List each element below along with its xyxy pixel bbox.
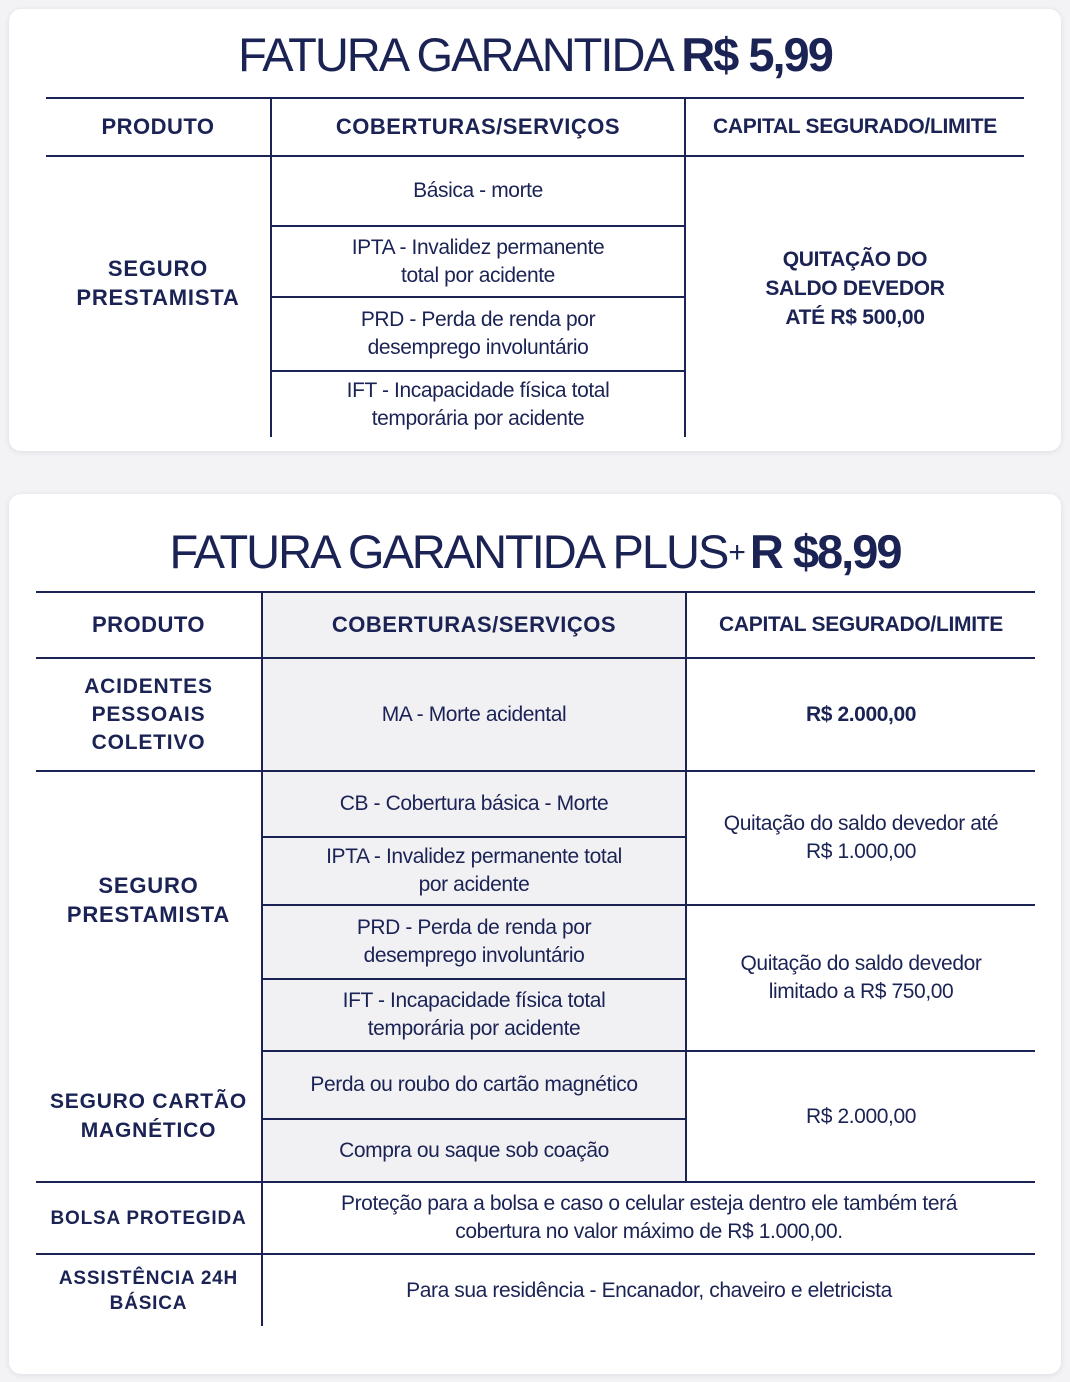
product-seguro-prestamista: SEGURO PRESTAMISTA bbox=[66, 873, 231, 927]
product-acidentes-pessoais: ACIDENTES PESSOAIS COLETIVO bbox=[84, 674, 213, 754]
plan-card-fatura-garantida-plus bbox=[9, 494, 1061, 1374]
product-bolsa-protegida: BOLSA PROTEGIDA bbox=[50, 1207, 247, 1229]
coverage-ipta: IPTA - Invalidez permanente total por acidente bbox=[326, 845, 622, 896]
plan-title-name: FATURA GARANTIDA PLUS bbox=[169, 525, 728, 578]
coverage-prd: PRD - Perda de renda por desemprego involuntário bbox=[360, 308, 596, 359]
coverage-cb: CB - Cobertura básica - Morte bbox=[339, 792, 609, 815]
coverage-basica: Básica - morte bbox=[413, 179, 543, 202]
header-capital: CAPITAL SEGURADO/LIMITE bbox=[713, 115, 997, 138]
header-produto: PRODUTO bbox=[101, 114, 215, 139]
coverage-ift: IFT - Incapacidade física total temporária por acidente bbox=[346, 378, 610, 430]
assistencia-description: Para sua residência - Encanador, chaveiro e eletricista bbox=[406, 1279, 892, 1302]
product-seguro-cartao: SEGURO CARTÃO MAGNÉTICO bbox=[49, 1090, 248, 1142]
header-coberturas: COBERTURAS/SERVIÇOS bbox=[331, 612, 617, 637]
product-assistencia-24h: ASSISTÊNCIA 24H BÁSICA bbox=[58, 1268, 239, 1314]
plan-title bbox=[9, 524, 1061, 579]
coverage-ift: IFT - Incapacidade física total temporária por acidente bbox=[342, 989, 606, 1040]
coverage-prd: PRD - Perda de renda por desemprego involuntário bbox=[356, 916, 592, 967]
coverage-ma: MA - Morte acidental bbox=[381, 702, 567, 726]
coverage-ipta: IPTA - Invalidez permanente total por acidente bbox=[351, 235, 605, 287]
header-produto: PRODUTO bbox=[91, 612, 206, 637]
limit-quitacao-1000: Quitação do saldo devedor até R$ 1.000,00 bbox=[723, 812, 999, 863]
plan-card-fatura-garantida bbox=[9, 9, 1061, 451]
plan-title-price: R $8,99 bbox=[749, 525, 901, 578]
header-capital: CAPITAL SEGURADO/LIMITE bbox=[719, 613, 1003, 636]
coverage-coacao: Compra ou saque sob coação bbox=[339, 1138, 609, 1162]
limit-quitacao-750: Quitação do saldo devedor limitado a R$ 750,00 bbox=[740, 952, 982, 1003]
coverage-perda-roubo: Perda ou roubo do cartão magnético bbox=[310, 1073, 638, 1096]
plan-title-price: R$ 5,99 bbox=[681, 28, 832, 81]
plan-title-name: FATURA GARANTIDA bbox=[238, 28, 671, 81]
product-seguro-prestamista: SEGURO PRESTAMISTA bbox=[76, 256, 240, 310]
limit-quitacao: QUITAÇÃO DO SALDO DEVEDOR ATÉ R$ 500,00 bbox=[765, 247, 945, 329]
limit-cartao: R$ 2.000,00 bbox=[805, 1104, 917, 1128]
limit-ap: R$ 2.000,00 bbox=[805, 702, 917, 726]
plan-title-plus: + bbox=[728, 536, 744, 569]
plan-title bbox=[9, 27, 1061, 82]
bolsa-description: Proteção para a bolsa e caso o celular esteja dentro ele também terá cobertura no valor máximo de R$ 1.000,00. bbox=[340, 1192, 957, 1243]
header-coberturas: COBERTURAS/SERVIÇOS bbox=[335, 114, 621, 139]
